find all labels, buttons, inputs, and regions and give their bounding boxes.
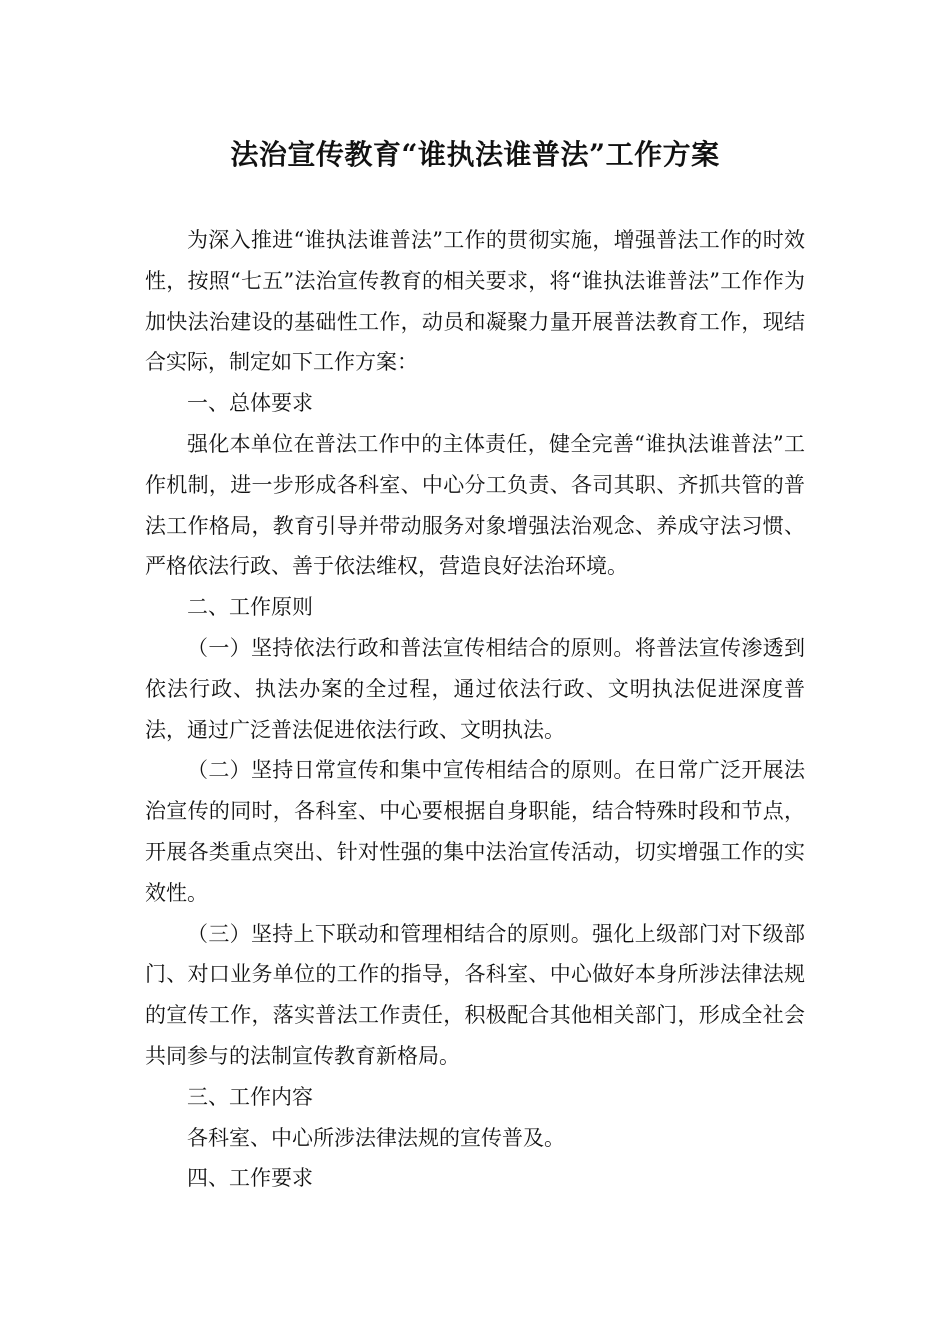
work-content-paragraph: 各科室、中心所涉法律法规的宣传普及。	[187, 1125, 565, 1150]
document-title: 法治宣传教育“谁执法谁普法”工作方案	[230, 138, 720, 171]
section-heading-overall-requirements: 一、总体要求	[187, 391, 313, 416]
section-heading-work-content: 三、工作内容	[187, 1084, 313, 1109]
section-heading-work-requirements: 四、工作要求	[187, 1166, 313, 1191]
principle-item-3: （三）坚持上下联动和管理相结合的原则。强化上级部门对下级部门、对口业务单位的工作的指导，各科室、中心做好本身所涉法律法规的宣传工作，落实普法工作责任，积极配合其他相关部门，形成全社会共同参与的法制宣传教育新格局。	[145, 921, 805, 1068]
section-heading-work-principles: 二、工作原则	[187, 595, 313, 620]
principle-item-2: （二）坚持日常宣传和集中宣传相结合的原则。在日常广泛开展法治宣传的同时，各科室、中心要根据自身职能，结合特殊时段和节点，开展各类重点突出、针对性强的集中法治宣传活动，切实增强工作的实效性。	[145, 758, 805, 905]
overall-requirements-paragraph: 强化本单位在普法工作中的主体责任，健全完善“谁执法谁普法”工作机制，进一步形成各科室、中心分工负责、各司其职、齐抓共管的普法工作格局，教育引导并带动服务对象增强法治观念、养成守法习惯、严格依法行政、善于依法维权，营造良好法治环境。	[145, 431, 805, 579]
principle-item-1: （一）坚持依法行政和普法宣传相结合的原则。将普法宣传渗透到依法行政、执法办案的全过程，通过依法行政、文明执法促进深度普法，通过广泛普法促进依法行政、文明执法。	[145, 635, 805, 742]
intro-paragraph: 为深入推进“谁执法谁普法”工作的贯彻实施，增强普法工作的时效性，按照“七五”法治宣传教育的相关要求，将“谁执法谁普法”工作作为加快法治建设的基础性工作，动员和凝聚力量开展普法教育工作，现结合实际，制定如下工作方案：	[145, 228, 805, 375]
